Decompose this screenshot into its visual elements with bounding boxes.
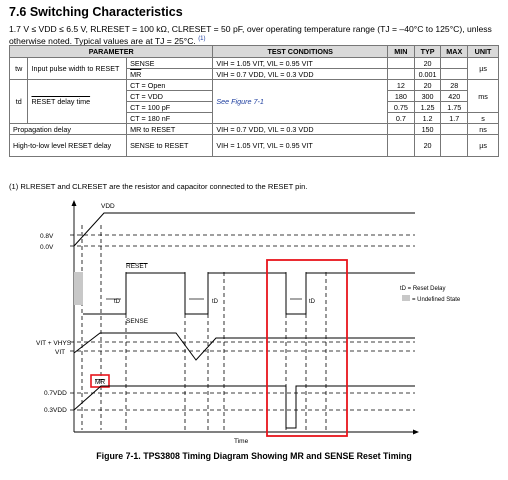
legend-td: tD = Reset Delay — [400, 286, 446, 292]
header-min: MIN — [388, 46, 415, 58]
vdd-label: VDD — [101, 203, 115, 210]
header-max: MAX — [441, 46, 468, 58]
reset-waveform — [83, 273, 415, 314]
min-cell: 0.75 — [388, 102, 415, 113]
unit-cell: ms — [468, 80, 499, 113]
typ-cell: 20 — [414, 80, 441, 91]
unit-cell: µs — [468, 135, 499, 157]
figure-caption: Figure 7-1. TPS3808 Timing Diagram Showing MR and SENSE Reset Timing — [96, 451, 412, 461]
sub-cell: SENSE to RESET — [127, 135, 213, 157]
header-parameter: PARAMETER — [10, 46, 213, 58]
section-title: 7.6 Switching Characteristics — [9, 5, 183, 19]
header-typ: TYP — [414, 46, 441, 58]
sub-cell: CT = 180 nF — [127, 113, 213, 124]
footnote-ref[interactable]: (1) — [198, 36, 206, 42]
vdd-waveform — [74, 213, 415, 246]
conditions-cell: VIH = 0.7 VDD, VIL = 0.3 VDD — [213, 124, 388, 135]
sense-label: SENSE — [126, 318, 149, 325]
sub-cell: $\overline{MR}$ — [127, 69, 213, 80]
typ-cell: 20 — [414, 135, 441, 157]
conditions-cell: VIH = 1.05 VIT, VIL = 0.95 VIT — [213, 135, 388, 157]
min-cell: 0.7 — [388, 113, 415, 124]
max-cell: 1.75 — [441, 102, 468, 113]
sense-waveform — [74, 333, 415, 360]
reset-label: RESET — [126, 263, 148, 270]
conditions-cell: VIH = 0.7 VDD, VIL = 0.3 VDD — [213, 69, 388, 80]
max-cell: 1.7 — [441, 113, 468, 124]
parameter-cell: High-to-low level RESET delay — [10, 135, 127, 157]
typ-cell: 1.25 — [414, 102, 441, 113]
symbol-cell: tw — [10, 58, 28, 80]
level-label-0v8: 0.8V — [40, 233, 54, 240]
td-label-1: tD — [114, 299, 120, 305]
parameter-cell: RESET delay time — [28, 80, 127, 124]
level-label-0v3vdd: 0.3VDD — [44, 407, 67, 414]
mr-label: MR — [95, 379, 106, 386]
typ-cell: 300 — [414, 91, 441, 102]
max-cell: 28 — [441, 80, 468, 91]
figure-link[interactable]: See Figure 7-1 — [216, 97, 264, 106]
sub-cell: CT = 100 pF — [127, 102, 213, 113]
timing-gridlines — [70, 225, 415, 430]
sub-cell: MR to RESET — [127, 124, 213, 135]
x-axis-arrow-icon — [413, 430, 419, 435]
unit-cell: µs — [468, 58, 499, 80]
max-cell: 420 — [441, 91, 468, 102]
vit-label: VIT — [55, 349, 66, 356]
unit-cell: s — [468, 113, 499, 124]
sub-cell: CT = Open — [127, 80, 213, 91]
y-axis-arrow-icon — [72, 200, 77, 206]
highlight-region — [267, 260, 347, 436]
symbol-cell: td — [10, 80, 28, 124]
header-test-conditions: TEST CONDITIONS — [213, 46, 388, 58]
typ-cell: 1.2 — [414, 113, 441, 124]
min-cell: 12 — [388, 80, 415, 91]
unit-cell: ns — [468, 124, 499, 135]
conditions-body: 1.7 V ≤ VDD ≤ 6.5 V, RLRESET = 100 kΩ, CLRESET = 50 pF, over operating temperature range (TJ = –40°C to 125°C), unless otherwise noted. Typical values are at TJ = 25°C. — [9, 24, 492, 46]
td-label-2: tD — [212, 299, 218, 305]
parameter-cell: Input pulse width to RESET — [28, 58, 127, 80]
typ-cell: 20 — [414, 58, 441, 69]
sub-cell: SENSE — [127, 58, 213, 69]
parameter-cell: Propagation delay — [10, 124, 127, 135]
typ-cell: 0.001 — [414, 69, 441, 80]
legend-undefined: = Undefined State — [412, 297, 461, 303]
mr-waveform — [74, 386, 415, 428]
header-unit: UNIT — [468, 46, 499, 58]
level-label-0v0: 0.0V — [40, 244, 54, 251]
level-label-0v7vdd: 0.7VDD — [44, 390, 67, 397]
sub-cell: CT = VDD — [127, 91, 213, 102]
td-label-3: tD — [309, 299, 315, 305]
undefined-state-region — [74, 272, 83, 305]
vit-hys-label: VIT + VHYS — [36, 340, 72, 347]
footnote: (1) RLRESET and CLRESET are the resistor and capacitor connected to the RESET pin. — [9, 182, 308, 191]
typ-cell: 150 — [414, 124, 441, 135]
min-cell: 180 — [388, 91, 415, 102]
legend-undefined-swatch — [402, 295, 410, 301]
time-label: Time — [234, 438, 249, 445]
conditions-cell: VIH = 1.05 VIT, VIL = 0.95 VIT — [213, 58, 388, 69]
